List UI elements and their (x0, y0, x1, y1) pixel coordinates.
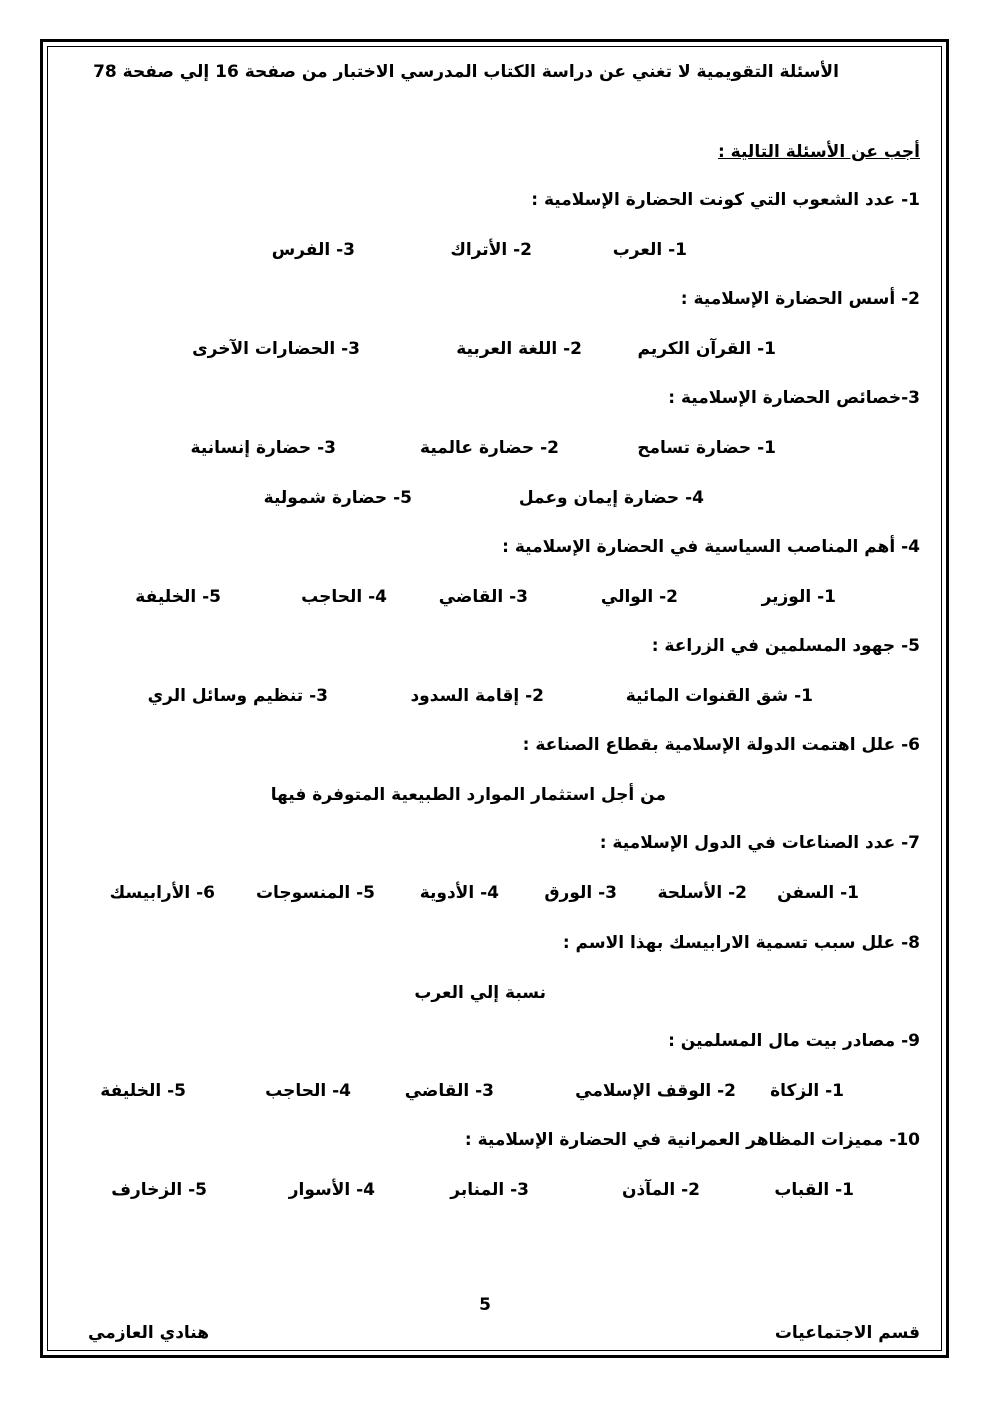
q7-option-6: 6- الأرابيسك (109, 883, 215, 903)
q6-answer: من أجل استثمار الموارد الطبيعية المتوفرة فيها (270, 785, 666, 805)
q1-option-3: 3- الفرس (271, 240, 355, 260)
q4-option-1: 1- الوزير (761, 587, 836, 607)
question-2: 2- أسس الحضارة الإسلامية : (680, 289, 920, 309)
footer-department: قسم الاجتماعيات (774, 1323, 920, 1343)
page-number: 5 (479, 1295, 491, 1315)
q3-option-5: 5- حضارة شمولية (263, 488, 412, 508)
question-4: 4- أهم المناصب السياسية في الحضارة الإسلامية : (502, 537, 920, 557)
q9-option-2: 2- الوقف الإسلامي (575, 1081, 736, 1101)
q1-option-2: 2- الأتراك (450, 240, 532, 260)
footer-teacher-name: هنادي العازمي (88, 1323, 210, 1343)
q10-option-1: 1- القباب (774, 1180, 854, 1200)
q10-option-5: 5- الزخارف (111, 1180, 207, 1200)
q5-option-2: 2- إقامة السدود (410, 686, 544, 706)
q5-option-3: 3- تنظيم وسائل الري (147, 686, 328, 706)
q8-answer: نسبة إلي العرب (414, 983, 546, 1003)
q7-option-4: 4- الأدوية (419, 883, 499, 903)
q5-option-1: 1- شق القنوات المائية (625, 686, 813, 706)
q4-option-2: 2- الوالي (600, 587, 678, 607)
q10-option-3: 3- المنابر (450, 1180, 529, 1200)
q9-option-5: 5- الخليفة (100, 1081, 186, 1101)
question-3: 3-خصائص الحضارة الإسلامية : (668, 388, 920, 408)
question-8: 8- علل سبب تسمية الارابيسك بهذا الاسم : (562, 933, 920, 953)
page-header: الأسئلة التقويمية لا تغني عن دراسة الكتاب المدرسي الاختبار من صفحة 16 إلي صفحة 78 (93, 62, 839, 82)
question-10: 10- مميزات المظاهر العمرانية في الحضارة الإسلامية : (464, 1130, 920, 1150)
q3-option-4: 4- حضارة إيمان وعمل (518, 488, 704, 508)
instruction-heading: أجب عن الأسئلة التالية : (717, 142, 920, 162)
q10-option-2: 2- المآذن (621, 1180, 700, 1200)
q9-option-1: 1- الزكاة (770, 1081, 844, 1101)
question-9: 9- مصادر بيت مال المسلمين : (668, 1031, 920, 1051)
q7-option-5: 5- المنسوجات (255, 883, 375, 903)
q3-option-3: 3- حضارة إنسانية (190, 438, 336, 458)
q2-option-1: 1- القرآن الكريم (637, 339, 776, 359)
q3-option-2: 2- حضارة عالمية (420, 438, 559, 458)
q2-option-3: 3- الحضارات الآخرى (192, 339, 360, 359)
q4-option-3: 3- القاضي (438, 587, 528, 607)
question-5: 5- جهود المسلمين في الزراعة : (651, 636, 920, 656)
question-1: 1- عدد الشعوب التي كونت الحضارة الإسلامية : (531, 190, 920, 210)
q9-option-4: 4- الحاجب (265, 1081, 351, 1101)
question-7: 7- عدد الصناعات في الدول الإسلامية : (599, 833, 920, 853)
q1-option-1: 1- العرب (612, 240, 687, 260)
q3-option-1: 1- حضارة تسامح (637, 438, 776, 458)
question-6: 6- علل اهتمت الدولة الإسلامية بقطاع الصناعة : (522, 735, 920, 755)
q10-option-4: 4- الأسوار (288, 1180, 375, 1200)
q7-option-3: 3- الورق (544, 883, 617, 903)
q4-option-5: 5- الخليفة (135, 587, 221, 607)
q2-option-2: 2- اللغة العربية (456, 339, 582, 359)
q4-option-4: 4- الحاجب (301, 587, 387, 607)
q9-option-3: 3- القاضي (404, 1081, 494, 1101)
q7-option-1: 1- السفن (777, 883, 859, 903)
q7-option-2: 2- الأسلحة (657, 883, 747, 903)
